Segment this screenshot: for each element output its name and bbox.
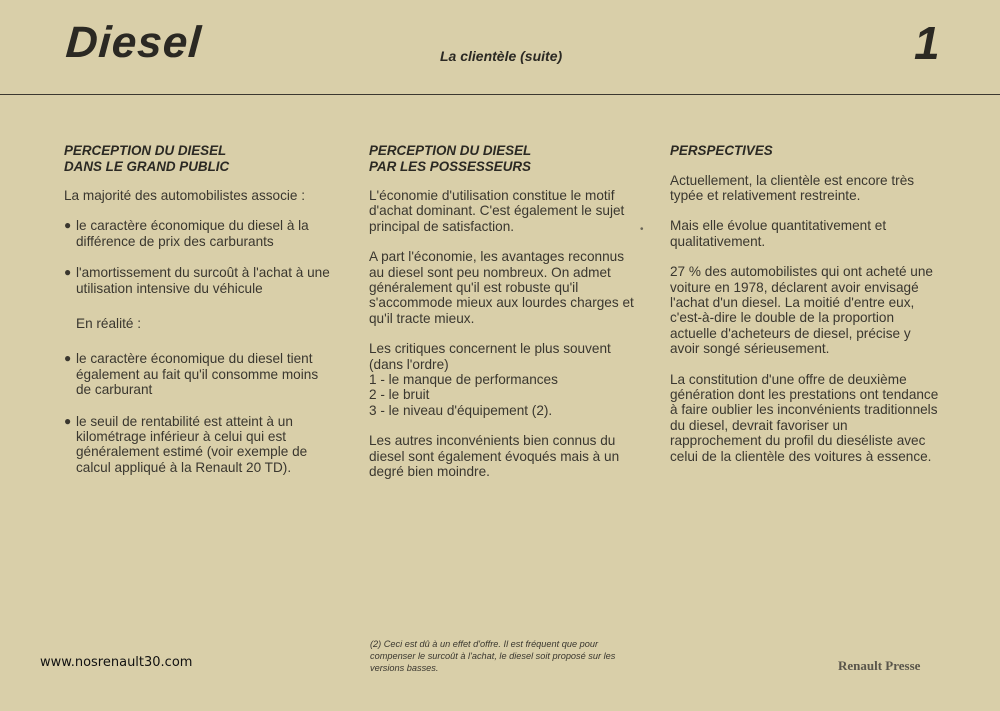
paragraph: A part l'économie, les avantages reconnus au diesel sont peu nombreux. On admet généralement qu'il est robuste qu'il s'accommode mieux aux lourdes charges et qu'il tracte mieux. xyxy=(369,249,634,326)
paragraph: En réalité : xyxy=(76,316,141,332)
column-public-perception xyxy=(64,143,336,491)
publisher-credit: Renault Presse xyxy=(838,658,921,673)
paragraph: La constitution d'une offre de deuxième génération dont les prestations ont tendance à faire oublier les inconvénients traditionnels du diesel, devrait favoriser un rapprochement du profil du dieséliste avec celui de la clientèle des voitures à essence. xyxy=(670,371,939,464)
column-owner-perception xyxy=(369,143,641,495)
paragraph: Les autres inconvénients bien connus du diesel sont également évoqués mais à un degré bien moindre. xyxy=(369,433,620,480)
list-item: 3 - le niveau d'équipement (2). xyxy=(369,402,553,418)
heading-line: PERCEPTION DU DIESEL xyxy=(64,143,227,158)
paragraph: 27 % des automobilistes qui ont acheté une voiture en 1978, déclarent avoir envisagé l'achat d'un diesel. La moitié d'entre eux, c'est-à-dire le double de la proportion actuelle d'acheteurs de diesel, précise y avoir songé sérieusement. xyxy=(670,264,933,357)
list-item: 2 - le bruit xyxy=(369,387,430,403)
column-perspectives xyxy=(670,143,942,479)
list-item-text: le caractère économique du diesel à la différence de prix des carburants xyxy=(76,218,309,249)
list-item xyxy=(64,351,336,397)
list-item xyxy=(64,265,336,296)
list-item: 1 - le manque de performances xyxy=(369,372,558,388)
list-item-text: le caractère économique du diesel tient également au fait qu'il consomme moins de carburant xyxy=(76,351,319,398)
paragraph: L'économie d'utilisation constitue le motif d'achat dominant. C'est également le sujet principal de satisfaction. xyxy=(369,188,625,234)
bullet-icon: ● xyxy=(64,413,72,428)
header-divider xyxy=(0,94,1000,95)
numbered-list xyxy=(369,341,641,418)
print-speck: • xyxy=(640,224,644,235)
footnote: (2) Ceci est dû à un effet d'offre. Il est fréquent que pour compenser le surcoût à l'achat, le diesel soit proposé sur les versions basses. xyxy=(370,639,616,673)
page-number: 1 xyxy=(914,17,940,69)
list-item-text: l'amortissement du surcoût à l'achat à une utilisation intensive du véhicule xyxy=(76,265,330,296)
list-item xyxy=(64,218,336,249)
website-watermark: www.nosrenault30.com xyxy=(40,655,193,670)
paragraph: Mais elle évolue quantitativement et qualitativement. xyxy=(670,218,887,249)
heading-line: DANS LE GRAND PUBLIC xyxy=(64,158,230,174)
heading-line: PAR LES POSSESSEURS xyxy=(369,158,531,174)
column-heading xyxy=(64,143,336,174)
list-item xyxy=(64,414,336,476)
bullet-icon: ● xyxy=(64,351,72,366)
column-heading: PERSPECTIVES xyxy=(670,143,773,158)
bullet-list xyxy=(64,218,336,296)
bullet-icon: ● xyxy=(64,265,72,280)
paragraph: Actuellement, la clientèle est encore très typée et relativement restreinte. xyxy=(670,172,915,203)
bullet-icon: ● xyxy=(64,218,72,233)
list-intro: Les critiques concernent le plus souvent (dans l'ordre) xyxy=(369,341,611,372)
page-subtitle: La clientèle (suite) xyxy=(440,48,563,64)
heading-line: PERCEPTION DU DIESEL xyxy=(369,143,532,158)
paragraph: La majorité des automobilistes associe : xyxy=(64,188,306,203)
column-heading xyxy=(369,143,641,174)
bullet-list xyxy=(64,351,336,475)
brand-title: Diesel xyxy=(64,18,204,67)
list-item-text: le seuil de rentabilité est atteint à un kilométrage inférieur à celui qui est généralement estimé (voir exemple de calcul appliqué à la Renault 20 TD). xyxy=(76,413,308,475)
